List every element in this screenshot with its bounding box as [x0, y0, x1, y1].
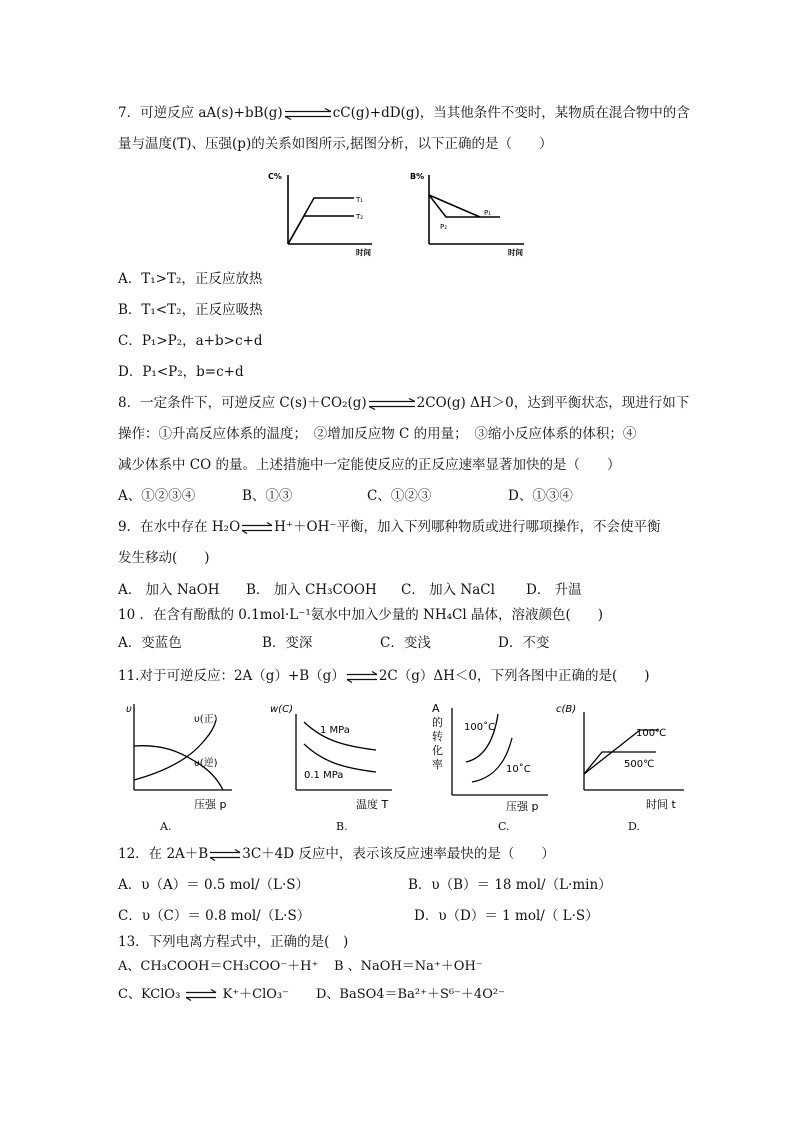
y-axis-label: c(B): [556, 704, 577, 715]
x-axis-label: 时间: [356, 248, 371, 257]
q8-stem-line1: 8．一定条件下，可逆反应 C(s)＋CO₂(g) 2CO(g) ΔH＞0，达到平衡状态，现进行如下: [118, 395, 690, 411]
x-axis-label: 温度 T: [356, 798, 389, 811]
q13-option-a: A、CH₃COOH＝CH₃COO⁻＋H⁺: [118, 959, 319, 974]
y-axis-label: υ: [126, 704, 132, 715]
equilibrium-arrow-icon: [240, 522, 274, 534]
label-1mpa: 1 MPa: [320, 725, 350, 736]
label-10c: 10˚C: [506, 764, 531, 775]
q10-option-d: D．不变: [498, 635, 550, 651]
q11-figure-a: [118, 700, 238, 812]
q11-figure-b: [268, 700, 398, 812]
y-axis-label-char: 率: [432, 758, 443, 771]
y-axis-label: w(C): [270, 704, 293, 715]
y-axis-label-char: A: [432, 702, 440, 715]
y-axis-label-char: 转: [432, 730, 443, 743]
equilibrium-arrow-icon: [184, 989, 218, 1001]
q8-option-a: A、①②③④: [118, 488, 196, 504]
label-0-1mpa: 0.1 MPa: [304, 770, 344, 781]
q12-option-a: A．υ（A）＝ 0.5 mol/（L·S）: [118, 877, 310, 893]
q7-option-c: C．P₁>P₂，a+b>c+d: [118, 333, 263, 349]
label-reverse: υ(逆): [194, 758, 218, 769]
label-p1: P₁: [484, 209, 492, 217]
q11-figure-d: [554, 700, 688, 812]
q7-stem-line2: 量与温度(T)、压强(p)的关系如图所示,据图分析，以下正确的是（ ）: [118, 136, 553, 152]
q13-option-b: B 、NaOH＝Na⁺＋OH⁻: [334, 959, 483, 974]
equilibrium-arrow-icon: [345, 671, 379, 683]
q9-option-b: B． 加入 CH₃COOH: [246, 582, 377, 598]
q13-stem: 13．下列电离方程式中，正确的是( ): [118, 934, 349, 950]
label-100c: 100˚C: [464, 722, 496, 733]
q8-stem-line2: 操作：①升高反应体系的温度； ②增加反应物 C 的用量； ③缩小反应体系的体积；④: [118, 426, 637, 442]
q7-option-b: B．T₁<T₂，正反应吸热: [118, 302, 263, 318]
q10-option-c: C．变浅: [380, 635, 431, 651]
q11-figure-c: [424, 700, 554, 812]
y-axis-label: C%: [268, 172, 282, 181]
q12-option-b: B．υ（B）＝ 18 mol/（L·min）: [408, 877, 612, 893]
q9-option-d: D． 升温: [526, 582, 582, 598]
q12-option-d: D．υ（D）＝ 1 mol/（ L·S）: [414, 908, 599, 924]
curve-v-reverse: [134, 720, 216, 780]
y-axis-label-char: 化: [432, 744, 443, 757]
label-t1: T₁: [356, 196, 364, 204]
q7-figure-1: [266, 167, 376, 259]
q12-stem: 12．在 2A＋B 3C＋4D 反应中，表示该反应速率最快的是（ ）: [118, 846, 555, 862]
label-t2: T₂: [356, 213, 364, 221]
q11-caption-b: B.: [336, 820, 348, 833]
q10-option-b: B．变深: [262, 635, 313, 651]
q7-option-d: D．P₁<P₂，b=c+d: [118, 364, 244, 380]
y-axis-label-char: 的: [432, 716, 443, 729]
q8-option-b: B、①③: [242, 488, 293, 504]
curve-10c: [472, 738, 512, 782]
q11-stem: 11.对于可逆反应：2A（g）+B（g） 2C（g）ΔH＜0，下列各图中正确的是( ): [118, 668, 650, 684]
x-axis-label: 时间: [508, 248, 523, 257]
q9-stem-line2: 发生移动( ): [118, 550, 210, 566]
q12-option-c: C．υ（C）＝ 0.8 mol/（L·S）: [118, 908, 311, 924]
q7-figure-2: [408, 167, 528, 259]
curve-t2: [288, 216, 354, 244]
y-axis-label: B%: [410, 172, 425, 181]
q9-option-a: A． 加入 NaOH: [118, 582, 220, 598]
y-axis-label: [432, 702, 443, 771]
label-100c: 100℃: [636, 728, 667, 739]
equilibrium-arrow-icon: [367, 398, 417, 410]
curve-t1: [288, 198, 354, 244]
x-axis-label: 压强 p: [506, 800, 539, 812]
q7-option-a: A．T₁>T₂，正反应放热: [118, 271, 263, 287]
q8-option-c: C、①②③: [367, 488, 432, 504]
q10-option-a: A．变蓝色: [118, 635, 182, 651]
q9-option-c: C． 加入 NaCl: [401, 582, 495, 598]
q8-stem-line3: 减少体系中 CO 的量。上述措施中一定能使反应的正反应速率显著加快的是（ ）: [118, 457, 621, 473]
q9-stem-line1: 9．在水中存在 H₂O H⁺＋OH⁻平衡，加入下列哪种物质或进行哪项操作，不会使平衡: [118, 519, 661, 535]
equilibrium-arrow-icon: [208, 849, 242, 861]
label-forward: υ(正): [194, 714, 218, 725]
q11-caption-a: A.: [160, 820, 172, 833]
q11-caption-c: C.: [498, 820, 510, 833]
equilibrium-arrow-icon: [283, 108, 333, 120]
q11-caption-d: D.: [628, 820, 640, 833]
q8-option-d: D、①③④: [508, 488, 573, 504]
q10-stem: 10 ．在含有酚酞的 0.1mol·L⁻¹氨水中加入少量的 NH₄Cl 晶体，溶液颜色( ): [118, 607, 604, 623]
q13-option-d: D、BaSO4＝Ba²⁺＋S⁶⁻＋4O²⁻: [316, 987, 505, 1002]
label-p2: P₂: [440, 223, 448, 231]
x-axis-label: 压强 p: [194, 798, 227, 811]
q7-stem-line1: 7．可逆反应 aA(s)+bB(g) cC(g)+dD(g)，当其他条件不变时，某物质在混合物中的含: [118, 105, 690, 121]
q13-option-c: C、KClO₃ K⁺＋ClO₃⁻: [118, 987, 289, 1002]
x-axis-label: 时间 t: [646, 798, 676, 811]
label-500c: 500℃: [624, 759, 655, 770]
